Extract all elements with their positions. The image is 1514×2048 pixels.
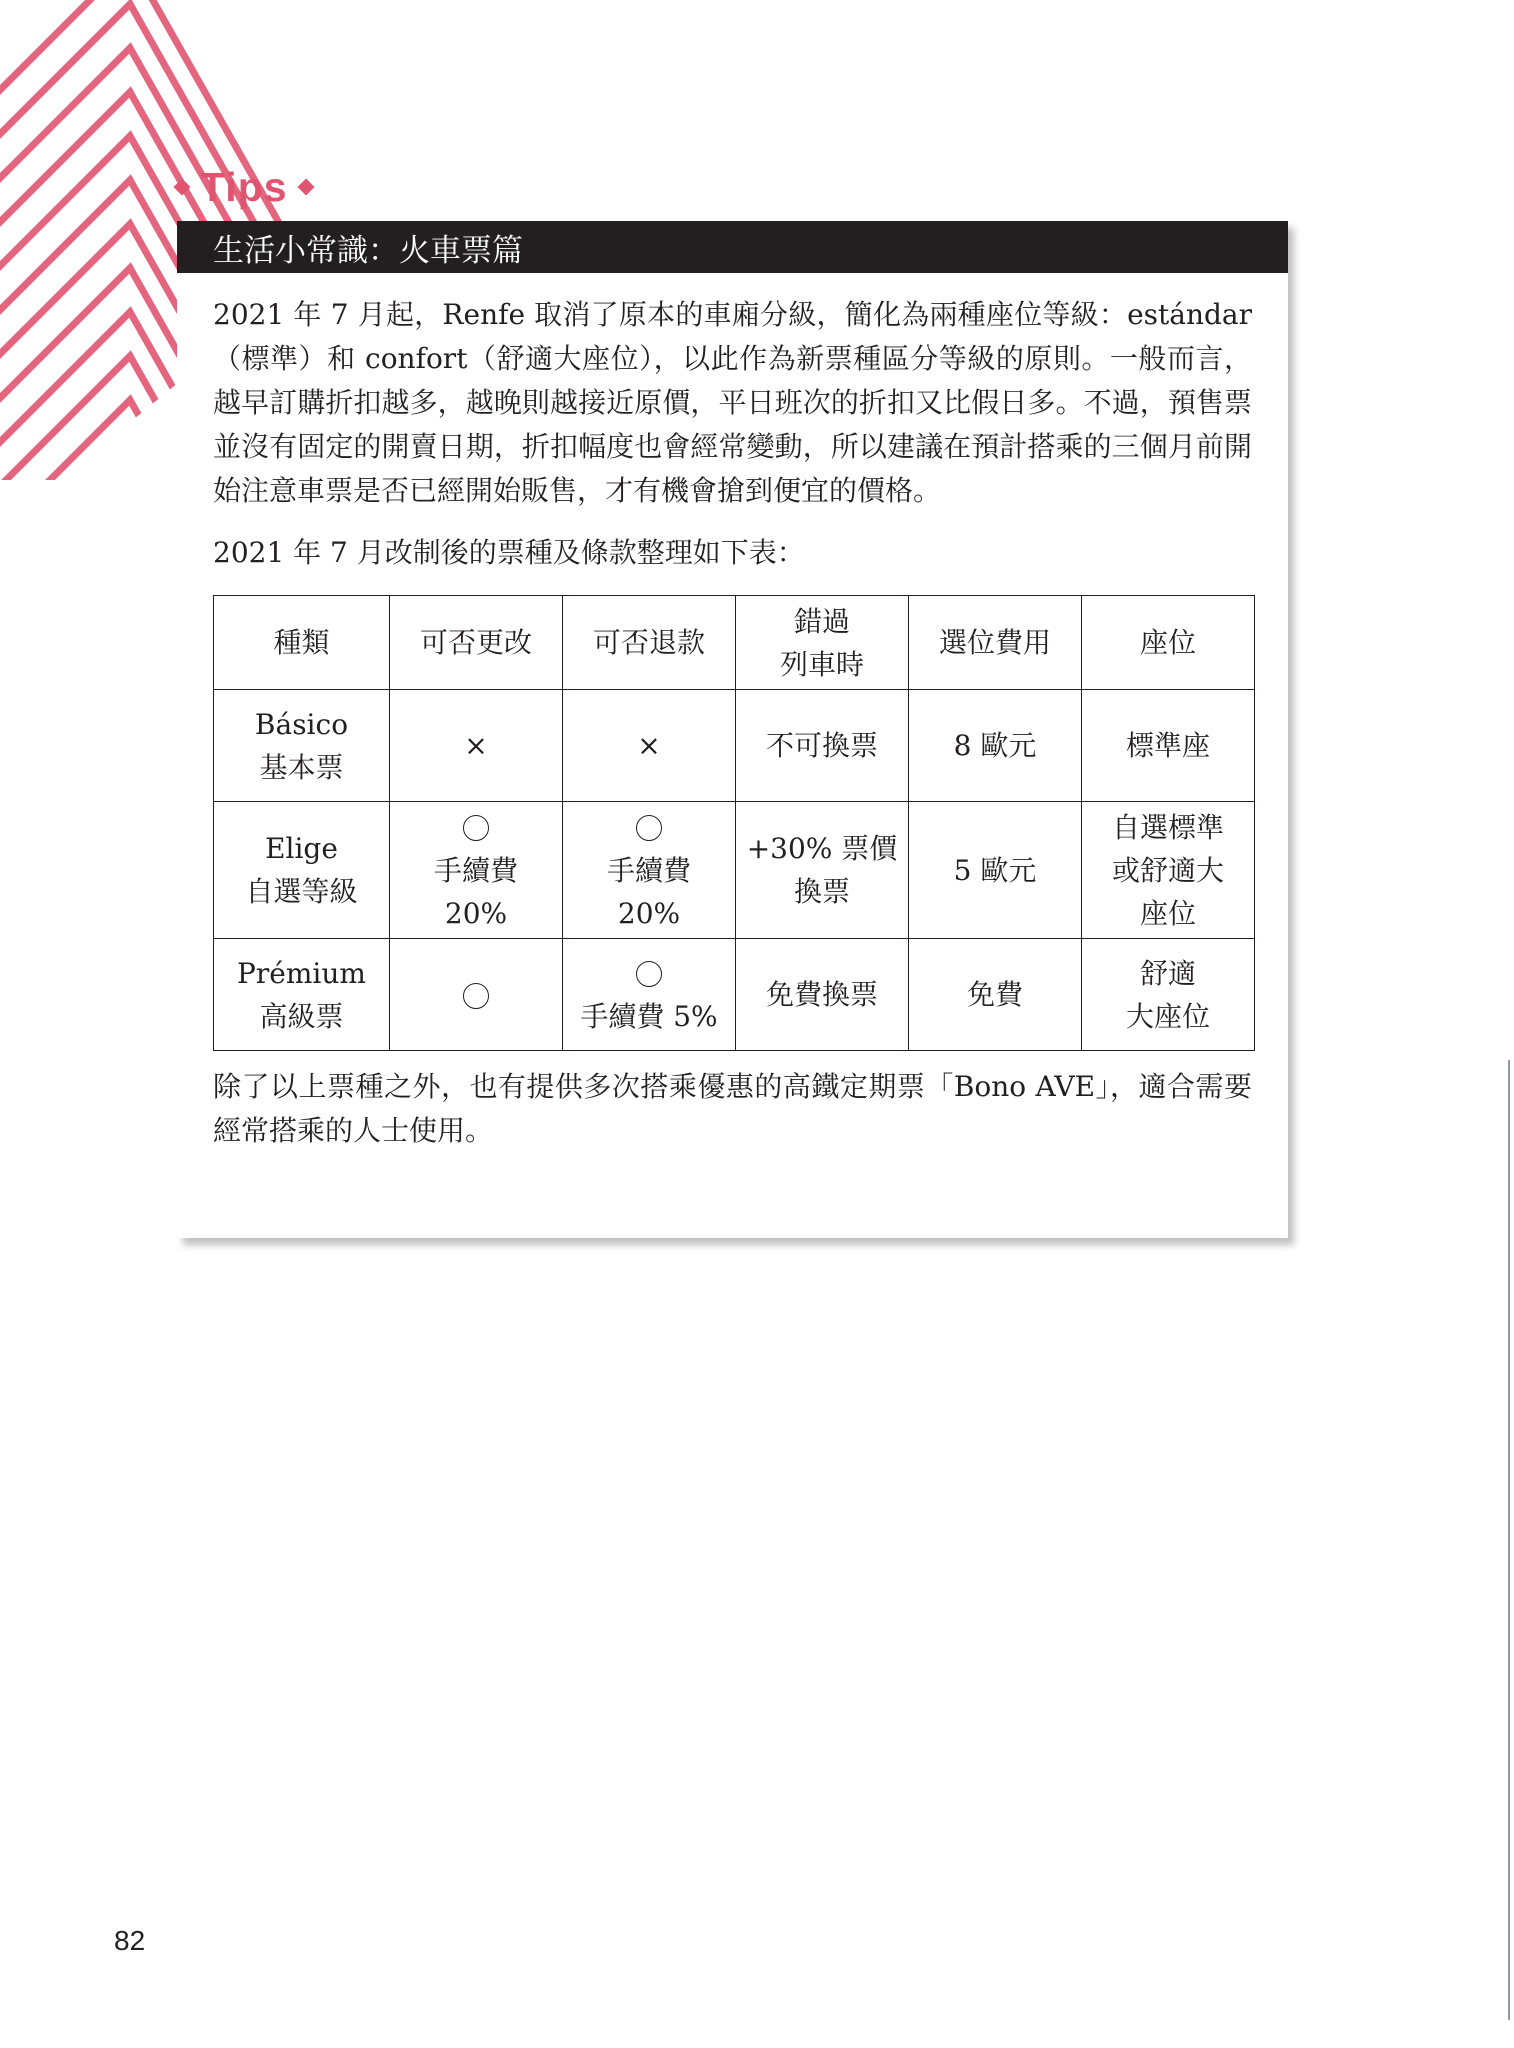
header-seat-fee: 選位費用	[909, 596, 1082, 690]
cell-refund	[563, 802, 736, 939]
table-row	[214, 690, 1255, 802]
cell-seat-fee: 5 歐元	[909, 802, 1082, 939]
card-body	[177, 293, 1288, 1153]
missed-line2: 換票	[793, 875, 850, 908]
cell-missed: 不可換票	[736, 690, 909, 802]
header-change: 可否更改	[390, 596, 563, 690]
fare-name-zh: 基本票	[259, 750, 344, 784]
fare-name-zh: 自選等級	[245, 875, 358, 908]
fare-table	[213, 595, 1255, 1051]
cell-change	[390, 939, 563, 1051]
header-seat: 座位	[1082, 596, 1255, 690]
page-edge-line	[1508, 1060, 1510, 2020]
cell-change	[390, 802, 563, 939]
header-missed-line1: 錯過	[793, 604, 850, 638]
card-title: 生活小常識：火車票篇	[177, 221, 1288, 273]
fare-name: Prémium	[237, 956, 366, 990]
circle-icon	[636, 815, 662, 841]
circle-icon	[463, 815, 489, 841]
seat-line1: 舒適	[1139, 956, 1196, 990]
cell-seat-fee: 免費	[909, 939, 1082, 1051]
circle-icon	[636, 961, 662, 987]
diamond-icon	[174, 179, 191, 196]
cell-refund	[563, 939, 736, 1051]
cell-missed	[736, 802, 909, 939]
circle-icon	[463, 983, 489, 1009]
diamond-icon	[297, 179, 314, 196]
outro-paragraph: 除了以上票種之外，也有提供多次搭乘優惠的高鐵定期票「Bono AVE」，適合需要經常搭乘的人士使用。	[213, 1070, 1252, 1147]
cell-seat: 標準座	[1082, 690, 1255, 802]
fee-value: 20%	[617, 897, 681, 931]
header-refund: 可否退款	[563, 596, 736, 690]
fare-name: Elige	[265, 832, 338, 865]
table-row	[214, 939, 1255, 1051]
fare-name: Básico	[254, 707, 349, 741]
cell-seat	[1082, 939, 1255, 1051]
header-missed-line2: 列車時	[779, 647, 864, 681]
seat-line3: 座位	[1139, 896, 1196, 930]
fee-label: 手續費	[606, 854, 691, 888]
seat-line2: 或舒適大	[1111, 853, 1224, 887]
chevron-mask	[340, 0, 400, 220]
cell-missed: 免費換票	[736, 939, 909, 1051]
cell-seat	[1082, 802, 1255, 939]
missed-line1: +30% 票價	[746, 832, 898, 865]
fare-name-zh: 高級票	[259, 999, 344, 1033]
seat-line1: 自選標準	[1111, 810, 1224, 844]
header-type: 種類	[214, 596, 390, 690]
fee-label: 手續費	[433, 854, 518, 888]
seat-line2: 大座位	[1125, 999, 1210, 1033]
tips-heading	[176, 162, 312, 212]
table-caption: 2021 年 7 月改制後的票種及條款整理如下表：	[213, 536, 805, 569]
header-missed-train	[736, 596, 909, 690]
table-header-row	[214, 596, 1255, 690]
fee-value: 20%	[444, 897, 508, 931]
intro-paragraph: 2021 年 7 月起，Renfe 取消了原本的車廂分級，簡化為兩種座位等級：estándar（標準）和 confort（舒適大座位），以此作為新票種區分等級的原則。一般而言，越早訂購折扣越多，越晚則越接近原價，平日班次的折扣又比假日多。不過，預售票並沒有固定的開賣日期，折扣幅度也會經常變動，所以建議在預計搭乘的三個月前開始注意車票是否已經開始販售，才有機會搶到便宜的價格。	[213, 298, 1252, 507]
page-number: 82	[114, 1925, 146, 1956]
fee-value: 手續費 5%	[580, 1000, 718, 1034]
tips-card	[177, 221, 1288, 1238]
cell-type	[214, 690, 390, 802]
cell-type	[214, 939, 390, 1051]
cell-change: ×	[390, 690, 563, 802]
cell-seat-fee: 8 歐元	[909, 690, 1082, 802]
cell-refund: ×	[563, 690, 736, 802]
table-row	[214, 802, 1255, 939]
tips-label: Tips	[200, 163, 288, 210]
cell-type	[214, 802, 390, 939]
